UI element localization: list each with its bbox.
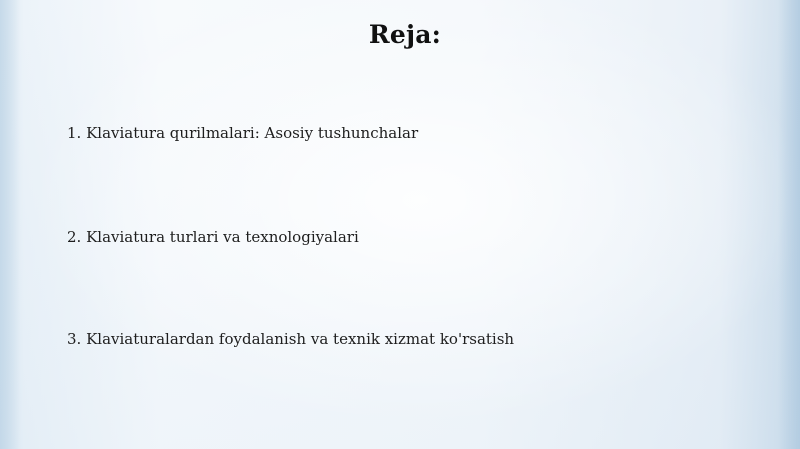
plan-item-2: 2. Klaviatura turlari va texnologiyalari — [67, 228, 359, 246]
plan-item-3: 3. Klaviaturalardan foydalanish va texnik xizmat ko'rsatish — [67, 330, 515, 348]
slide-edge-right — [778, 0, 800, 449]
slide-title: Reja: — [368, 20, 442, 49]
plan-item-1: 1. Klaviatura qurilmalari: Asosiy tushunchalar — [67, 124, 419, 142]
slide-edge-left — [0, 0, 20, 449]
